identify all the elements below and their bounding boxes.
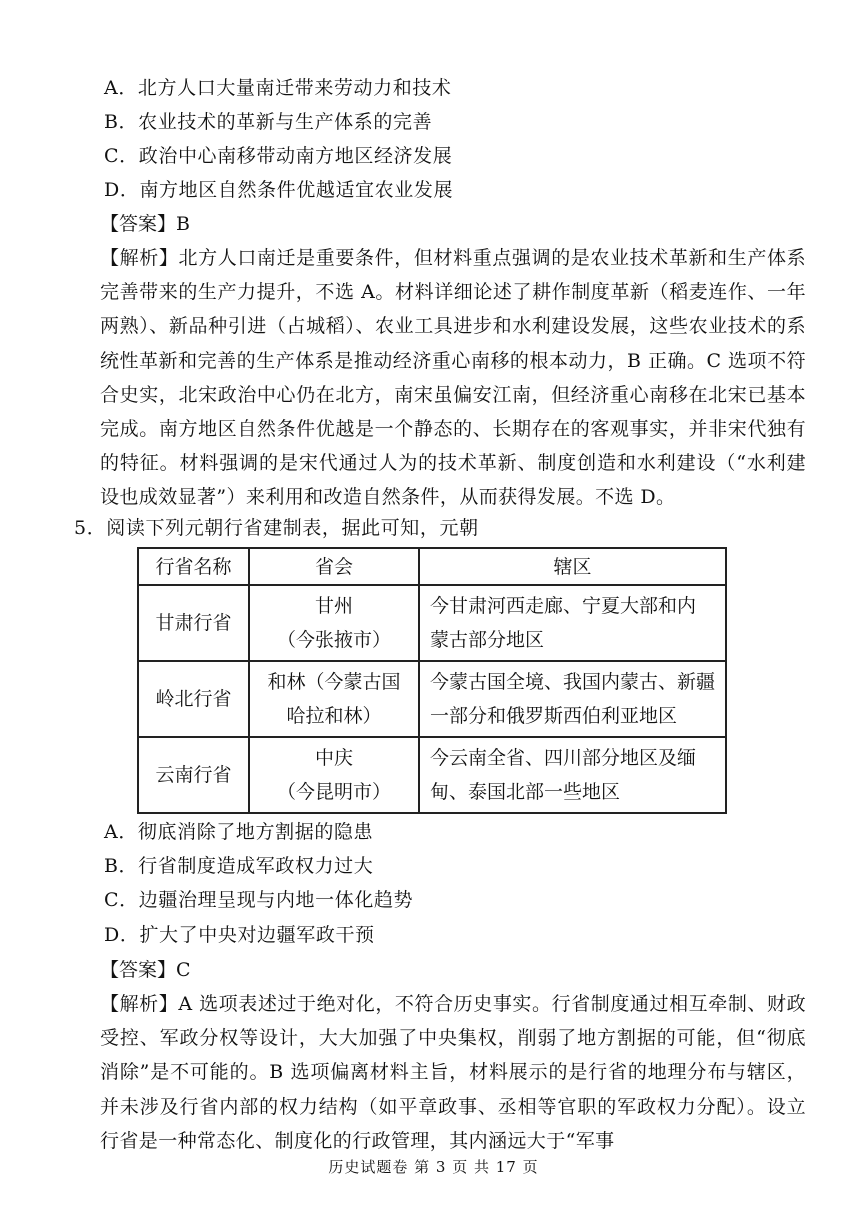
q4-option-d: D．南方地区自然条件优越适宜农业发展 [104, 179, 454, 201]
province-name: 甘肃行省 [138, 585, 249, 661]
table-row [138, 737, 726, 813]
province-table [137, 547, 727, 814]
q5-option-a: A．彻底消除了地方割据的隐患 [104, 821, 374, 843]
q5-stem: 5．阅读下列元朝行省建制表，据此可知，元朝 [74, 517, 479, 539]
province-area: 今蒙古国全境、我国内蒙古、新疆 一部分和俄罗斯西伯利亚地区 [419, 661, 726, 737]
province-name: 云南行省 [138, 737, 249, 813]
province-area: 今甘肃河西走廊、宁夏大部和内 蒙古部分地区 [419, 585, 726, 661]
q4-option-c: C．政治中心南移带动南方地区经济发展 [104, 145, 453, 167]
header-province: 行省名称 [138, 548, 249, 585]
q4-option-b: B．农业技术的革新与生产体系的完善 [104, 111, 433, 133]
q5-answer: 【答案】C [100, 959, 191, 981]
header-capital: 省会 [249, 548, 419, 585]
table-header-row [138, 548, 726, 585]
q4-option-a: A．北方人口大量南迁带来劳动力和技术 [104, 77, 452, 99]
province-area: 今云南全省、四川部分地区及缅 甸、泰国北部一些地区 [419, 737, 726, 813]
q4-answer: 【答案】B [100, 213, 190, 235]
province-name: 岭北行省 [138, 661, 249, 737]
province-capital: 中庆 （今昆明市） [249, 737, 419, 813]
page-footer: 历史试题卷 第 3 页 共 17 页 [328, 1158, 539, 1176]
q5-analysis: 【解析】A 选项表述过于绝对化，不符合历史事实。行省制度通过相互牵制、财政受控、军政分权等设计，大大加强了中央集权，削弱了地方割据的可能，但“彻底消除”是不可能的。B 选项偏离材料主旨，材料展示的是行省的地理分布与辖区，并未涉及行省内部的权力结构（如平章政事、丞相等官职的军政权力分配）。设立行省是一种常态化、制度化的行政管理，其内涵远大于“军事 [100, 993, 806, 1152]
table-row [138, 661, 726, 737]
q5-option-b: B．行省制度造成军政权力过大 [104, 855, 374, 877]
table-row [138, 585, 726, 661]
q5-option-c: C．边疆治理呈现与内地一体化趋势 [104, 889, 414, 911]
province-capital: 甘州 （今张掖市） [249, 585, 419, 661]
header-area: 辖区 [419, 548, 726, 585]
q5-option-d: D．扩大了中央对边疆军政干预 [104, 924, 375, 946]
province-capital: 和林（今蒙古国 哈拉和林） [249, 661, 419, 737]
q4-analysis: 【解析】北方人口南迁是重要条件，但材料重点强调的是农业技术革新和生产体系完善带来的生产力提升，不选 A。材料详细论述了耕作制度革新（稻麦连作、一年两熟）、新品种引进（占城稻）、农业工具进步和水利建设发展，这些农业技术的系统性革新和完善的生产体系是推动经济重心南移的根本动力，B 正确。C 选项不符合史实，北宋政治中心仍在北方，南宋虽偏安江南，但经济重心南移在北宋已基本完成。南方地区自然条件优越是一个静态的、长期存在的客观事实，并非宋代独有的特征。材料强调的是宋代通过人为的技术革新、制度创造和水利建设（“水利建设也成效显著”）来利用和改造自然条件，从而获得发展。不选 D。 [100, 247, 806, 509]
